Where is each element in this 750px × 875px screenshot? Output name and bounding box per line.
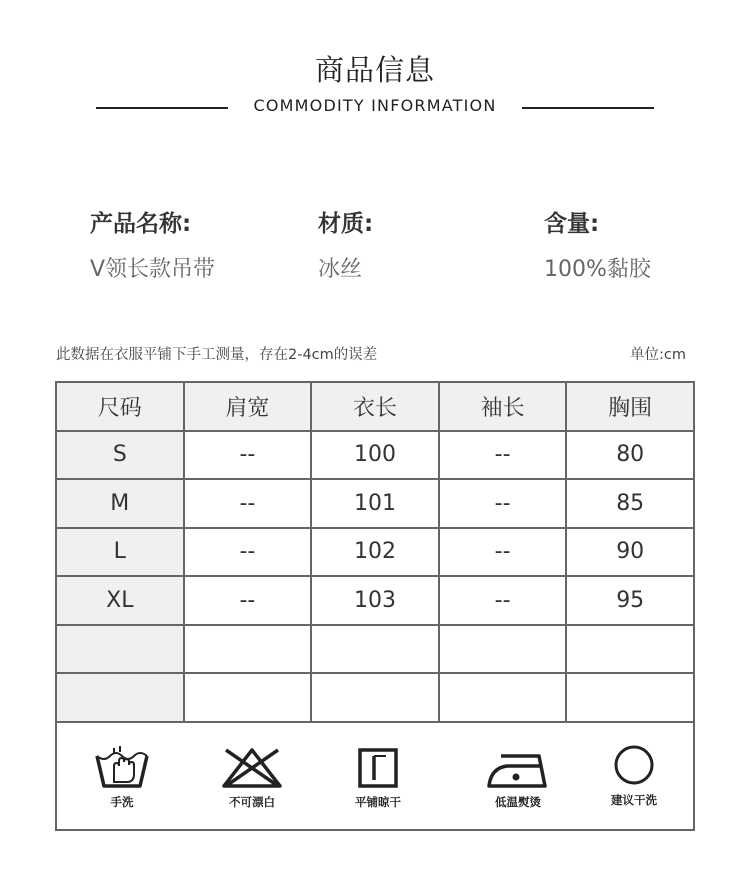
- subtitle-row: [96, 96, 654, 120]
- dry-flat-icon: [356, 746, 400, 790]
- care-item-low-iron: [473, 746, 563, 810]
- table-cell: M: [56, 479, 184, 528]
- spec-label: 材质:: [318, 211, 374, 237]
- table-cell: XL: [56, 576, 184, 625]
- table-cell: [56, 625, 184, 674]
- spec-material: [318, 205, 373, 283]
- table-row: [56, 673, 694, 722]
- table-cell: [184, 625, 312, 674]
- spec-value: 冰丝: [318, 257, 363, 282]
- table-cell: 80: [566, 431, 694, 480]
- care-label: 手洗: [110, 795, 134, 809]
- table-cell: 100: [311, 431, 439, 480]
- care-label: 不可漂白: [229, 795, 275, 809]
- table-row: [56, 528, 694, 577]
- page-subtitle: COMMODITY INFORMATION: [253, 96, 497, 115]
- spec-product-name: [90, 205, 215, 283]
- care-item-no-bleach: [207, 746, 297, 810]
- spec-value: V领长款吊带: [90, 257, 216, 282]
- table-cell: 90: [566, 528, 694, 577]
- table-cell: --: [439, 479, 567, 528]
- care-label: 低温熨烫: [495, 795, 541, 809]
- title-rule-left: [96, 107, 228, 109]
- measurement-note: 此数据在衣服平铺下手工测量，存在2-4cm的误差: [56, 347, 378, 363]
- care-label: 建议干洗: [611, 793, 657, 807]
- table-cell: --: [439, 528, 567, 577]
- table-header-row: [56, 382, 694, 431]
- care-item-dry-flat: [333, 746, 423, 810]
- page-title: 商品信息: [314, 53, 435, 87]
- table-cell: [311, 625, 439, 674]
- header-sleeve: 袖长: [439, 382, 567, 431]
- table-cell: [56, 673, 184, 722]
- table-row: [56, 576, 694, 625]
- table-cell: [184, 673, 312, 722]
- table-cell: --: [184, 479, 312, 528]
- header-chest: 胸围: [566, 382, 694, 431]
- table-cell: 85: [566, 479, 694, 528]
- table-cell: [566, 625, 694, 674]
- table-cell: 101: [311, 479, 439, 528]
- spec-content: [544, 205, 651, 283]
- table-cell: --: [184, 528, 312, 577]
- table-cell: [311, 673, 439, 722]
- table-cell: L: [56, 528, 184, 577]
- care-label: 平铺晾干: [355, 795, 401, 809]
- care-item-dry-clean: [589, 742, 679, 808]
- hand-wash-icon: [92, 746, 152, 790]
- header-length: 衣长: [311, 382, 439, 431]
- table-cell: [439, 673, 567, 722]
- size-table: [55, 381, 695, 723]
- care-item-hand-wash: [77, 746, 167, 810]
- table-cell: 103: [311, 576, 439, 625]
- table-cell: 95: [566, 576, 694, 625]
- header-shoulder: 肩宽: [184, 382, 312, 431]
- table-cell: S: [56, 431, 184, 480]
- no-bleach-icon: [220, 746, 284, 790]
- spec-label: 含量:: [544, 211, 600, 237]
- spec-value: 100%黏胶: [544, 257, 651, 282]
- table-cell: [566, 673, 694, 722]
- care-instructions: [55, 720, 695, 831]
- dry-clean-icon: [611, 742, 657, 788]
- table-cell: [439, 625, 567, 674]
- table-cell: --: [439, 576, 567, 625]
- table-cell: --: [439, 431, 567, 480]
- table-row: [56, 625, 694, 674]
- table-row: [56, 431, 694, 480]
- table-row: [56, 479, 694, 528]
- table-cell: --: [184, 576, 312, 625]
- low-iron-icon: [483, 746, 553, 790]
- header-size: 尺码: [56, 382, 184, 431]
- table-cell: --: [184, 431, 312, 480]
- spec-label: 产品名称:: [90, 211, 192, 237]
- unit-label: 单位:cm: [630, 347, 686, 363]
- table-cell: 102: [311, 528, 439, 577]
- title-rule-right: [522, 107, 654, 109]
